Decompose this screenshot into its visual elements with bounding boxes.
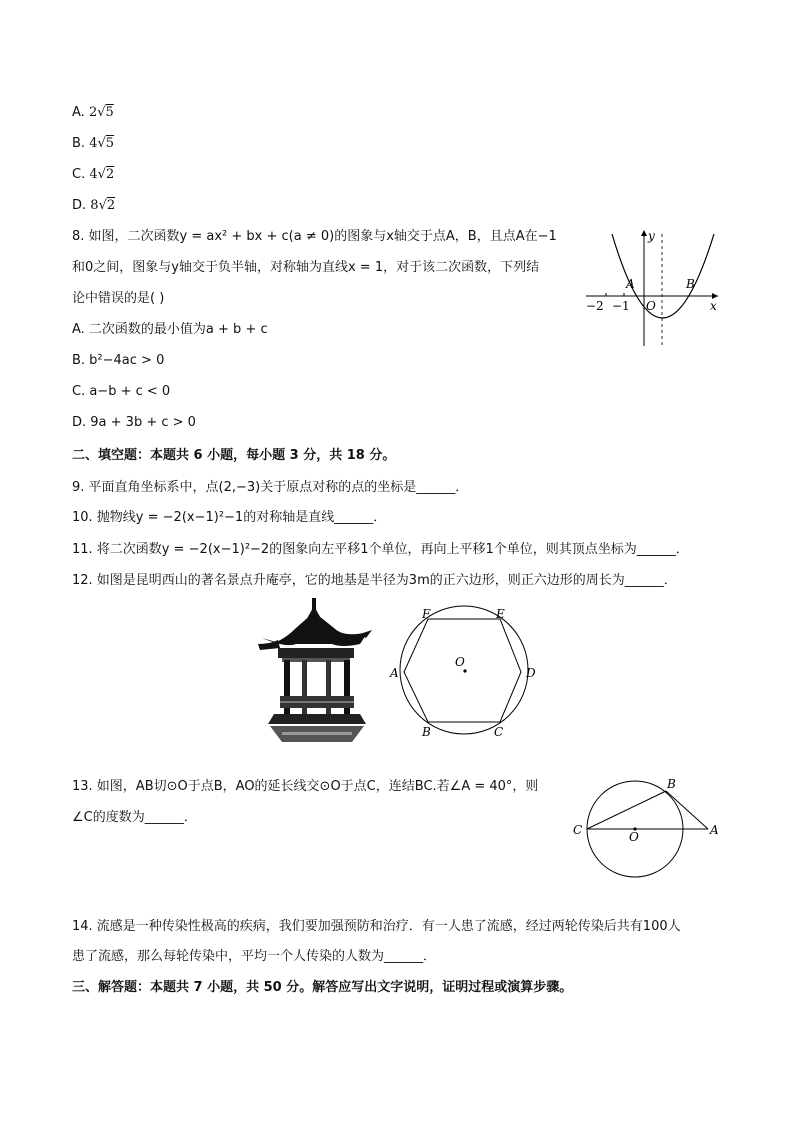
- point-o-label: O: [629, 830, 639, 844]
- regular-hexagon: [404, 619, 521, 722]
- point-b-label: B: [667, 777, 676, 791]
- x-label: x: [710, 299, 717, 313]
- tangent-ab: [666, 791, 708, 829]
- q8-option-c: C. a−b + c < 0: [72, 384, 171, 399]
- section-3-heading: 三、解答题：本题共 7 小题，共 50 分。解答应写出文字说明，证明过程或演算步骤。: [72, 980, 573, 995]
- q13-text-line2: ∠C的度数为______．: [72, 810, 197, 825]
- sqrt-icon: √: [97, 136, 106, 151]
- sqrt-icon: √: [97, 105, 106, 120]
- point-b-label: B: [686, 277, 695, 291]
- question-12: 12. 如图是昆明西山的著名景点升庵亭，它的地基是半径为3m的正六边形，则正六边形的周长为______．: [72, 573, 677, 588]
- origin-label: O: [646, 299, 656, 313]
- point-c-label: C: [573, 823, 583, 837]
- option-coef: 4: [89, 167, 98, 182]
- pavilion-image: [256, 598, 376, 744]
- sqrt-icon: √: [98, 198, 107, 213]
- center-label: O: [455, 655, 465, 669]
- option-coef: 4: [89, 136, 98, 151]
- q8-option-d: D. 9a + 3b + c > 0: [72, 415, 196, 430]
- vertex-a-label: A: [390, 666, 399, 680]
- option-coef: 2: [88, 105, 98, 120]
- question-9: 9. 平面直角坐标系中，点(2,−3)关于原点对称的点的坐标是______．: [72, 480, 469, 495]
- hexagon-figure: [384, 602, 544, 746]
- q7-option-c: [72, 166, 114, 184]
- tangent-circle-figure: [568, 774, 724, 878]
- point-a-label: A: [710, 823, 719, 837]
- question-10: 10. 抛物线y = −2(x−1)²−1的对称轴是直线______．: [72, 510, 387, 525]
- option-coef: 8: [90, 198, 99, 213]
- question-11: 11. 将二次函数y = −2(x−1)²−2的图象向左平移1个单位，再向上平移1个单位，则其顶点坐标为______．: [72, 542, 689, 557]
- option-radicand: 2: [106, 198, 116, 213]
- tick-label-minus1: −1: [612, 299, 630, 313]
- q8-option-b: B. b²−4ac > 0: [72, 353, 165, 368]
- q7-option-d: [72, 197, 115, 215]
- option-label: A.: [72, 105, 85, 120]
- center-point: [463, 669, 466, 672]
- q14-text-line2: 患了流感，那么每轮传染中，平均一个人传染的人数为______．: [72, 949, 437, 964]
- vertex-c-label: C: [494, 725, 504, 739]
- section-2-heading: 二、填空题：本题共 6 小题，每小题 3 分，共 18 分。: [72, 448, 396, 463]
- parabola-graph: [582, 226, 724, 350]
- point-a-label: A: [626, 277, 635, 291]
- sqrt-icon: √: [97, 167, 106, 182]
- q8-text-line3: 论中错误的是( ): [72, 291, 165, 306]
- option-label: B.: [72, 136, 86, 151]
- q14-text-line1: 14. 流感是一种传染性极高的疾病，我们要加强预防和治疗．有一人患了流感，经过两轮传染后共有100人: [72, 919, 681, 934]
- vertex-d-label: D: [526, 666, 536, 680]
- q8-option-a: A. 二次函数的最小值为a + b + c: [72, 322, 268, 337]
- option-radicand: 5: [105, 136, 115, 151]
- option-label: D.: [72, 198, 87, 213]
- option-radicand: 5: [105, 105, 114, 120]
- vertex-b-label: B: [422, 725, 431, 739]
- q13-text-line1: 13. 如图，AB切⊙O于点B，AO的延长线交⊙O于点C，连结BC.若∠A = 40°，则: [72, 779, 539, 794]
- option-radicand: 2: [105, 167, 115, 182]
- y-axis-arrow-icon: [641, 230, 647, 236]
- option-label: C.: [72, 167, 86, 182]
- q8-text-line2: 和0之间，图象与y轴交于负半轴，对称轴为直线x = 1，对于该二次函数，下列结: [72, 260, 540, 275]
- q8-text-line1: 8. 如图，二次函数y = ax² + bx + c(a ≠ 0)的图象与x轴交于点A，B，且点A在−1: [72, 229, 557, 244]
- q7-option-b: [72, 135, 114, 153]
- tick-label-minus2: −2: [586, 299, 604, 313]
- y-label: y: [648, 229, 655, 243]
- q7-option-a: [72, 104, 114, 122]
- vertex-f-label: F: [422, 607, 431, 621]
- vertex-e-label: E: [496, 607, 505, 621]
